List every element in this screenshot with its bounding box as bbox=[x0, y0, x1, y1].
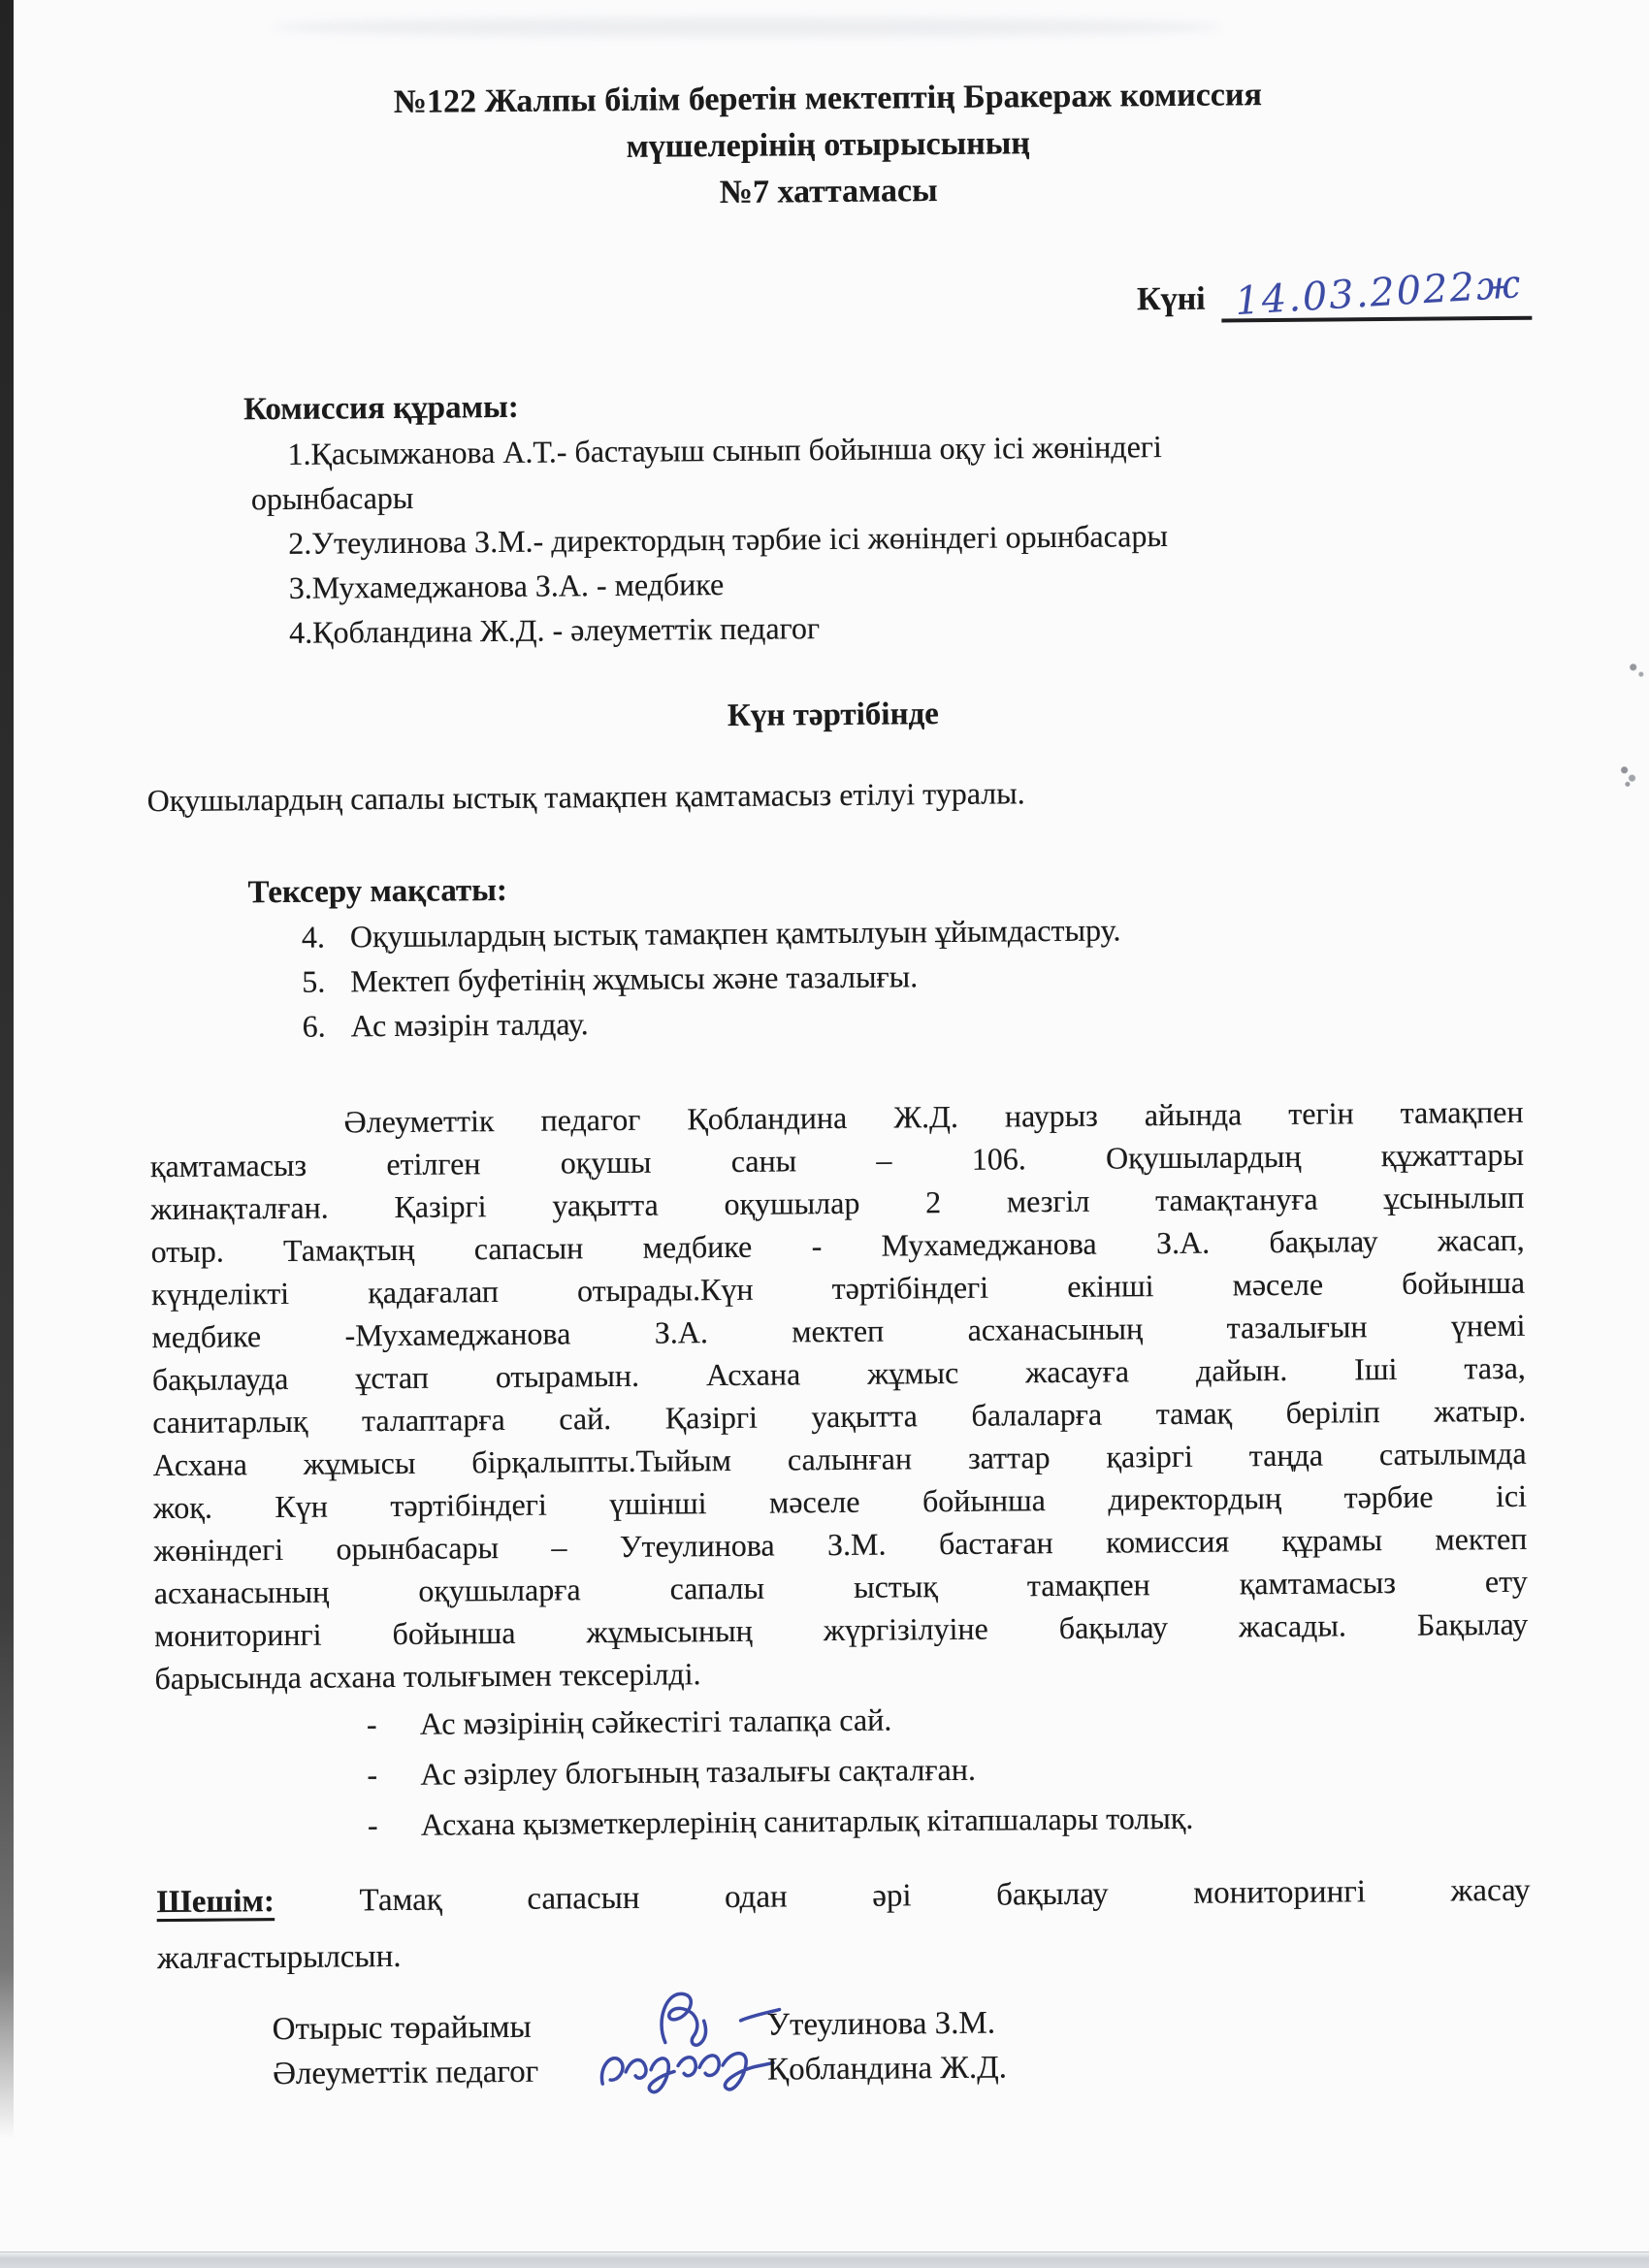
commission-member-1-continuation: орынбасары bbox=[250, 479, 414, 517]
dash-marker: - bbox=[367, 1807, 378, 1843]
title-line-1: №122 Жалпы білім беретін мектептің Бракераж комиссия bbox=[393, 77, 1263, 120]
commission-member-4: 4.Қобландина Ж.Д. - әлеуметтік педагог bbox=[288, 610, 821, 650]
report-line: отыр. Тамақтың сапасын медбике - Мухамеджанова З.А. бақылау жасап, bbox=[150, 1221, 1525, 1270]
date-line bbox=[143, 262, 1532, 338]
signatory-name: Қобландина Ж.Д. bbox=[766, 2050, 1008, 2088]
finding-item-2 bbox=[155, 1742, 1529, 1798]
scan-bottom-edge-shadow bbox=[0, 2252, 1649, 2268]
commission-heading: Комиссия құрамы: bbox=[242, 389, 519, 428]
report-paragraph bbox=[149, 1090, 1528, 1700]
decision-line-1 bbox=[156, 1863, 1530, 1930]
report-line: асханасының оқушыларға сапалы ыстық тамақпен қамтамасыз ету bbox=[153, 1563, 1528, 1611]
inspection-item-3-text: Ас мәзірін талдау. bbox=[350, 1006, 589, 1044]
agenda-topic: Оқушылардың сапалы ыстық тамақпен қамтамасыз етілуі туралы. bbox=[146, 775, 1025, 819]
decision-line-1-text: Тамақ сапасын одан әрі бақылау мониторингі жасау bbox=[359, 1872, 1531, 1919]
scan-left-edge-shadow bbox=[0, 0, 14, 2139]
title-line-2: мүшелерінің отырысының bbox=[626, 125, 1031, 165]
date-handwritten-value: 14.03.2022ж bbox=[1233, 262, 1524, 325]
signature-ink-social-pedagogue bbox=[597, 2031, 792, 2105]
finding-item-2-text: Ас әзірлеу блогының тазалығы сақталған. bbox=[420, 1751, 977, 1792]
document-content bbox=[141, 0, 1533, 2097]
findings-list bbox=[155, 1692, 1530, 1849]
commission-member-2: 2.Утеулинова З.М.- директордың тәрбие ісі жөніндегі орынбасары bbox=[288, 517, 1169, 561]
dash-marker: - bbox=[366, 1706, 377, 1742]
date-underline bbox=[1220, 262, 1532, 325]
signatory-role: Отырыс төрайымы bbox=[272, 2009, 532, 2048]
commission-member-3: 3.Мухамеджанова З.А. - медбике bbox=[288, 566, 725, 605]
finding-item-3-text: Асхана қызметкерлерінің санитарлық кітапшалары толық. bbox=[420, 1799, 1194, 1842]
report-line: Әлеуметтік педагог Қобландина Ж.Д. наурыз айында тегін тамақпен bbox=[343, 1093, 1524, 1140]
signatory-role: Әлеуметтік педагог bbox=[272, 2054, 539, 2092]
commission-section bbox=[144, 376, 1519, 656]
report-line: жоқ. Күн тәртібіндегі үшінші мәселе бойынша директордың тәрбие ісі bbox=[152, 1477, 1528, 1526]
report-line: жөніндегі орынбасары – Утеулинова З.М. бастаған комиссия құрамы мектеп bbox=[153, 1520, 1528, 1569]
inspection-section bbox=[147, 859, 1523, 1050]
decision-label: Шешім: bbox=[156, 1884, 275, 1921]
inspection-heading: Тексеру мақсаты: bbox=[247, 872, 508, 911]
report-line: жинақталған. Қазіргі уақытта оқушылар 2 мезгіл тамақтануға ұсынылып bbox=[150, 1179, 1525, 1227]
inspection-item-1-number: 4. bbox=[301, 919, 326, 955]
report-line: медбике -Мухамеджанова З.А. мектеп асханасының тазалығын үнемі bbox=[151, 1307, 1526, 1355]
inspection-item-2-number: 5. bbox=[302, 963, 326, 999]
decision-section bbox=[156, 1863, 1531, 1987]
report-line: санитарлық талаптарға сай. Қазіргі уақытта балаларға тамақ беріліп жатыр. bbox=[152, 1392, 1527, 1441]
signatures-block bbox=[158, 1996, 1533, 2097]
report-line: қамтамасыз етілген оқушы саны – 106. Оқушылардың құжаттары bbox=[149, 1136, 1525, 1184]
inspection-item-2-text: Мектеп буфетінің жұмысы және тазалығы. bbox=[350, 958, 919, 999]
report-line: бақылауда ұстап отырамын. Асхана жұмыс жасауға дайын. Іші таза, bbox=[151, 1349, 1526, 1398]
finding-item-1 bbox=[155, 1692, 1529, 1748]
report-line: күнделікті қадағалап отырады.Күн тәртібіндегі екінші мәселе бойынша bbox=[150, 1264, 1526, 1312]
date-label: Күні bbox=[1136, 280, 1206, 318]
agenda-heading: Күн тәртібінде bbox=[727, 697, 939, 733]
dash-marker: - bbox=[367, 1757, 378, 1793]
scan-speck bbox=[1626, 660, 1647, 685]
finding-item-1-text: Ас мәзірінің сәйкестігі талапқа сай. bbox=[419, 1701, 892, 1741]
decision-line-2: жалғастырылсын. bbox=[156, 1938, 402, 1977]
report-line: барысында асхана толығымен тексерілді. bbox=[154, 1656, 701, 1697]
title-line-3: №7 хаттамасы bbox=[719, 173, 938, 211]
commission-member-1: 1.Қасымжанова А.Т.- бастауыш сынып бойынша оқу ісі жөніндегі bbox=[287, 429, 1162, 471]
inspection-item-3-number: 6. bbox=[302, 1008, 326, 1044]
document-title bbox=[141, 0, 1516, 221]
scan-speck bbox=[1618, 762, 1639, 788]
report-line: Асхана жұмысы бірқалыпты.Тыйым салынған заттар қазіргі таңда сатылымда bbox=[152, 1435, 1527, 1483]
finding-item-3 bbox=[156, 1793, 1530, 1849]
signatory-name: Утеулинова З.М. bbox=[766, 2005, 996, 2043]
inspection-item-1-text: Оқушылардың ыстық тамақпен қамтылуын ұйымдастыру. bbox=[349, 912, 1121, 955]
report-line: мониторингі бойынша жұмысының жүргізілуіне бақылау жасады. Бақылау bbox=[154, 1605, 1529, 1654]
